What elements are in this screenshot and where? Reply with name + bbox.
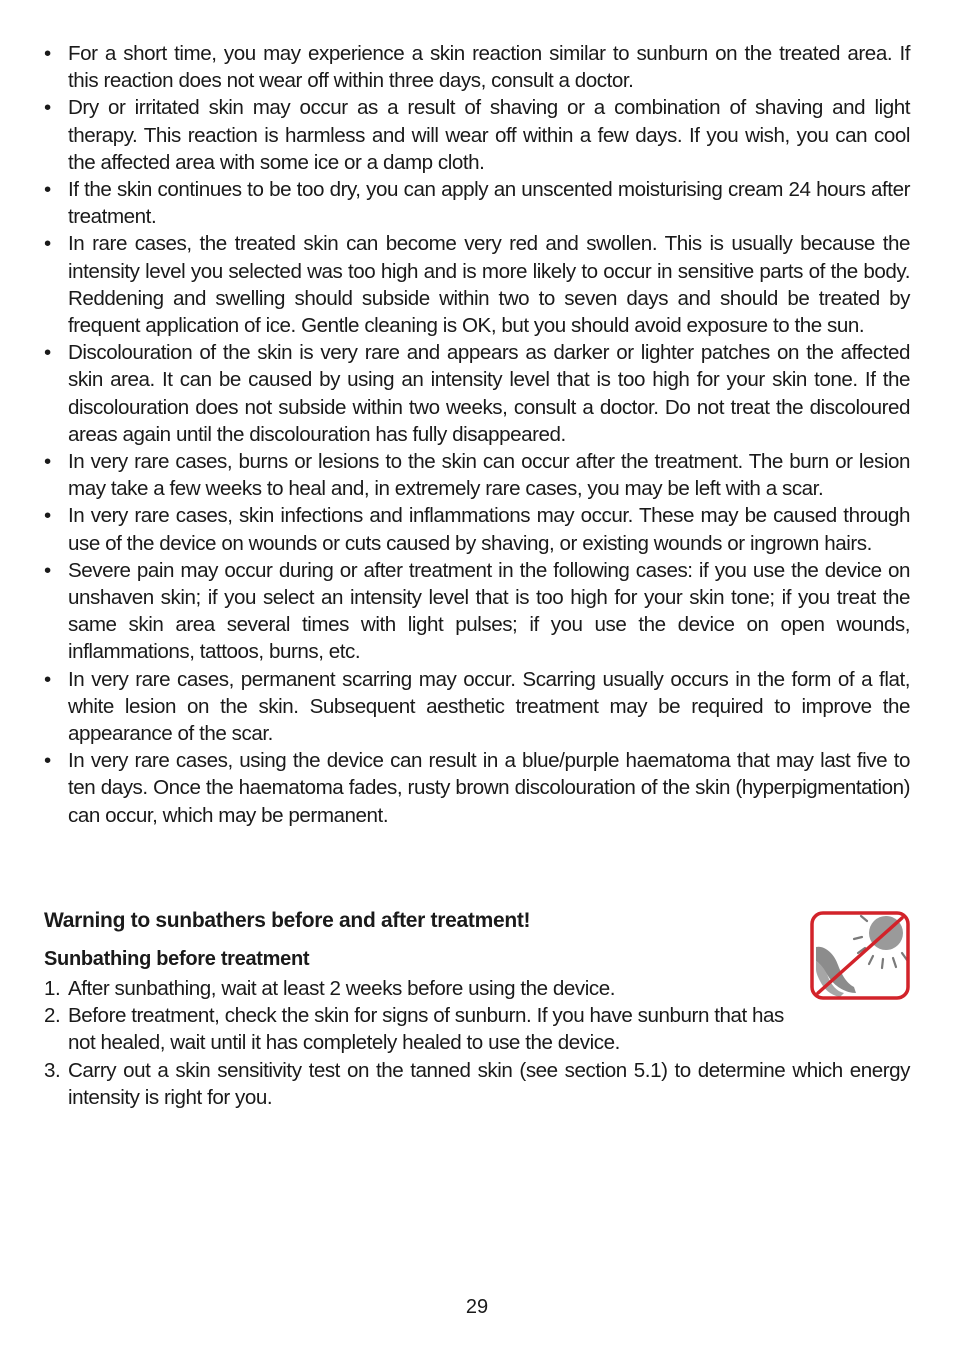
list-item-text: Dry or irritated skin may occur as a result of shaving or a combination of shaving and light therapy. This reaction is harmless and will wear off within a few days. If you wish, you can cool the affected area with some ice or a damp cloth. — [68, 96, 910, 174]
bullet-marker: • — [44, 96, 51, 120]
sunbathing-before-heading: Sunbathing before treatment — [44, 948, 310, 970]
list-item-text: In very rare cases, permanent scarring may occur. Scarring usually occurs in the form of a flat, white lesion on the skin. Subsequent aesthetic treatment may be required to improve the appearance of the scar. — [68, 667, 910, 746]
list-item — [44, 176, 910, 230]
bullet-marker: • — [44, 232, 51, 256]
list-item — [44, 502, 910, 556]
bullet-marker: • — [44, 450, 51, 474]
list-item — [44, 339, 910, 448]
list-item-text: If the skin continues to be too dry, you can apply an unscented moisturising cream 24 hours after treatment. — [68, 178, 910, 229]
list-item — [44, 40, 910, 94]
list-item — [44, 230, 910, 339]
list-item-text: For a short time, you may experience a skin reaction similar to sunburn on the treated area. If this reaction does not wear off within three days, consult a doctor. — [68, 42, 910, 93]
bullet-marker: • — [44, 42, 51, 65]
list-item-text: In very rare cases, using the device can result in a blue/purple haematoma that may last five to ten days. Once the haematoma fades, rusty brown discolouration of the skin (hyperpigmentation) can occur, which may be permanent. — [68, 749, 910, 827]
list-item — [44, 448, 910, 502]
step-number: 1. — [44, 977, 61, 1000]
list-item-text: Discolouration of the skin is very rare and appears as darker or lighter patches on the affected skin area. It can be caused by using an intensity level that is too high for your skin tone. If the discolouration does not subside within two weeks, consult a doctor. Do not treat the discoloured areas again until the discolouration has fully disappeared. — [68, 341, 910, 446]
bullet-marker: • — [44, 341, 51, 365]
bullet-marker: • — [44, 667, 51, 691]
list-item — [44, 666, 910, 748]
step-text: Before treatment, check the skin for signs of sunburn. If you have sunburn that has not healed, wait until it has completely healed to use the device. — [68, 1004, 784, 1055]
side-effects-list — [44, 40, 910, 829]
step-number: 3. — [44, 1058, 61, 1082]
bullet-marker: • — [44, 558, 51, 582]
bullet-marker: • — [44, 749, 51, 773]
step-text: After sunbathing, wait at least 2 weeks before using the device. — [68, 977, 616, 1000]
step-item — [44, 1002, 810, 1056]
sunbathing-steps-list — [44, 975, 910, 1111]
bullet-marker: • — [44, 504, 51, 528]
step-item — [44, 1057, 910, 1111]
list-item — [44, 747, 910, 829]
step-text: Carry out a skin sensitivity test on the tanned skin (see section 5.1) to determine which energy intensity is right for you. — [68, 1058, 910, 1109]
list-item — [44, 557, 910, 666]
page-number: 29 — [465, 1296, 489, 1318]
list-item-text: In very rare cases, skin infections and inflammations may occur. These may be caused through use of the device on wounds or cuts caused by shaving, or existing wounds or ingrown hairs. — [68, 504, 910, 555]
step-item — [44, 975, 810, 1002]
list-item-text: In very rare cases, burns or lesions to the skin can occur after the treatment. The burn or lesion may take a few weeks to heal and, in extremely rare cases, you may be left with a scar. — [68, 450, 910, 501]
list-item — [44, 94, 910, 176]
bullet-marker: • — [44, 178, 51, 202]
step-number: 2. — [44, 1004, 61, 1028]
warning-heading: Warning to sunbathers before and after treatment! — [44, 909, 531, 932]
list-item-text: Severe pain may occur during or after treatment in the following cases: if you use the device on unshaven skin; if you select an intensity level that is too high for your skin tone; if you treat the same skin area several times with light pulses; if you use the device on open wounds, inflammations, tattoos, burns, etc. — [68, 558, 910, 664]
list-item-text: In rare cases, the treated skin can become very red and swollen. This is usually because the intensity level you selected was too high and is more likely to occur in sensitive parts of the body. Reddening and swelling should subside within two to seven days and should be treated by frequent application of ice. Gentle cleaning is OK, but you should avoid exposure to the sun. — [68, 232, 910, 338]
